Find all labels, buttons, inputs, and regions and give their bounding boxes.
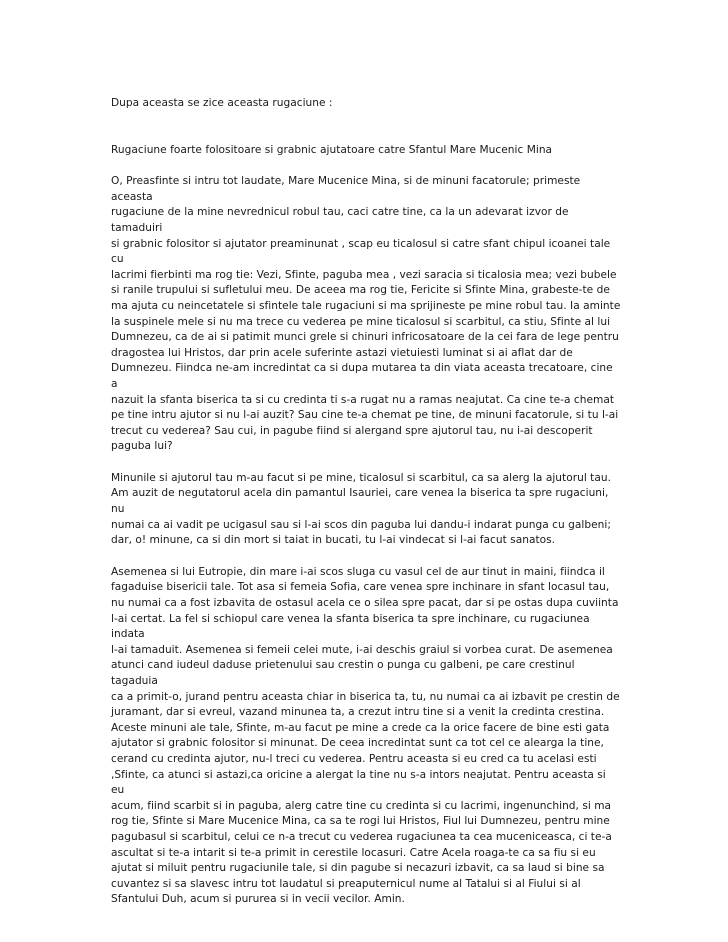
intro-line: Dupa aceasta se zice aceasta rugaciune : xyxy=(111,97,333,109)
paragraph: O, Preasfinte si intru tot laudate, Mare Mucenice Mina, si de minuni facatorule; primeste aceasta rugaciune de la mine nevrednicul robul tau, caci catre tine, ca la un adevarat izvor de tamaduiri si grabnic folositor si ajutator preaminunat , scap eu ticalosul si catre sfant chipul icoanei tale cu lacrimi fierbinti ma rog tie: Vezi, Sfinte, paguba mea , vezi saracia si ticalosia mea; vezi bubele si ranile trupului si sufletului meu. De aceea ma rog tie, Fericite si Sfinte Mina, grabeste-te de ma ajuta cu neincetatele si sfintele tale rugaciuni si ma sprijineste pe mine robul tau. Ia aminte la suspinele mele si nu ma trece cu vederea pe mine ticalosul si scarbitul, ca stiu, Sfinte al lui Dumnezeu, ca de ai si patimit munci grele si chinuri infricosatoare de la cei fara de lege pentru dragostea lui Hristos, dar prin acele suferinte astazi vietuiesti luminat si ai aflat dar de Dumnezeu. Fiindca ne-am incredintat ca si dupa mutarea ta din viata aceasta trecatoare, cine a nazuit la sfanta biserica ta si cu credinta ti s-a rugat nu a ramas neajutat. Ca cine te-a chemat pe tine intru ajutor si nu l-ai auzit? Sau cine te-a chemat pe tine, de minuni facatorule, si tu l-ai trecut cu vederea? Sau cui, in pagube fiind si alergand spre ajutorul tau, nu i-ai descoperit paguba lui? xyxy=(111,175,621,453)
paragraph: Minunile si ajutorul tau m-au facut si pe mine, ticalosul si scarbitul, ca sa alerg la ajutorul tau. Am auzit de negutatorul acela din pamantul Isauriei, care venea la biserica ta spre rugaciuni, nu numai ca ai vadit pe ucigasul sau si l-ai scos din paguba lui dandu-i indarat punga cu galbeni; dar, o! minune, ca si din mort si taiat in bucati, tu l-ai vindecat si l-ai facut sanatos. xyxy=(111,471,611,547)
document-page xyxy=(111,96,621,908)
prayer-title: Rugaciune foarte folositoare si grabnic ajutatoare catre Sfantul Mare Mucenic Mina xyxy=(111,143,553,156)
paragraph: Asemenea si lui Eutropie, din mare i-ai scos sluga cu vasul cel de aur tinut in maini, fiindca il fagaduise bisericii tale. Tot asa si femeia Sofia, care venea spre inchinare in sfant locasul tau, nu numai ca a fost izbavita de ostasul acela ce o silea spre pacat, dar si pe ostas dupa cuviinta l-ai certat. La fel si schiopul care venea la sfanta biserica ta spre inchinare, cu rugaciunea indata l-ai tamaduit. Asemenea si femeii celei mute, i-ai deschis graiul si vorbea curat. De asemenea atunci cand iudeul daduse prietenului sau crestin o punga cu galbeni, pe care crestinul tagaduia ca a primit-o, jurand pentru aceasta chiar in biserica ta, tu, nu numai ca ai izbavit pe crestin de juramant, dar si evreul, vazand minunea ta, a crezut intru tine si a venit la credinta crestina. Aceste minuni ale tale, Sfinte, m-au facut pe mine a crede ca la orice facere de bine esti gata ajutator si grabnic folositor si minunat. De ceea incredintat sunt ca tot cel ce alearga la tine, cerand cu credinta ajutor, nu-l treci cu vederea. Pentru aceasta si eu cred ca tu acelasi esti ,Sfinte, ca atunci si astazi,ca oricine a alergat la tine nu s-a intors neajutat. Pentru aceasta si eu acum, fiind scarbit si in paguba, alerg catre tine cu credinta si cu lacrimi, ingenunchind, si ma rog tie, Sfinte si Mare Mucenice Mina, ca sa te rogi lui Hristos, Fiul lui Dumnezeu, pentru mine pagubasul si scarbitul, celui ce n-a trecut cu vederea rugaciunea ta cea muceniceasca, ci te-a ascultat si te-a intarit si te-a primit in cerestile locasuri. Catre Acela roaga-te ca sa fiu si eu ajutat si miluit pentru rugaciunile tale, si din pagube si necazuri izbavit, ca sa laud si bine sa cuvantez si sa slavesc intru tot laudatul si preaputernicul nume al Tatalui si al Fiului si al Sfantului Duh, acum si pururea si in vecii vecilor. Amin. xyxy=(111,565,620,906)
